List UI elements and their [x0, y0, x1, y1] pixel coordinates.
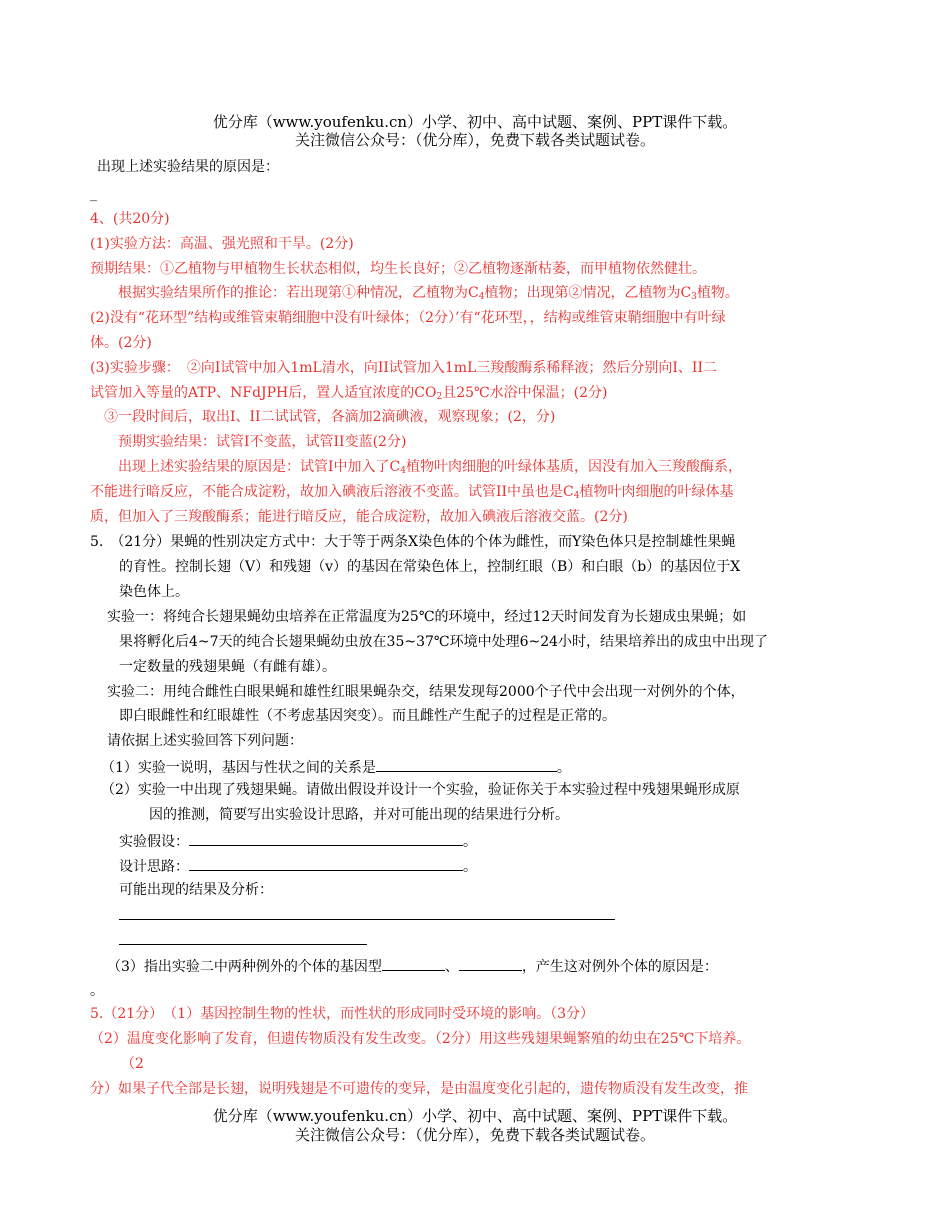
q5-exp1-line3: 一定数量的残翅果蝇（有雌有雄）。 — [119, 659, 336, 675]
q5-results-label: 可能出现的结果及分析： — [119, 882, 273, 898]
q5-q2-line2: 因的推测，简要写出实验设计思路，并对可能出现的结果进行分析。 — [149, 807, 569, 823]
q4-p3-reason-1 — [118, 458, 742, 476]
reason-prompt: 出现上述实验结果的原因是： — [97, 159, 279, 175]
q4-p3-line1: (3)实验步骤： ②向Ⅰ试管中加入1mL清水，向II试管加入1mL三羧酸酶系稀释液；然后分别向Ⅰ、II二 — [90, 360, 717, 376]
q4-p3-line2-a: 试管加入等量的ATP、NFdJPH后，置人适宜浓度的CO — [90, 385, 437, 401]
answer5-line1: 5.（21分） （1）基因控制生物的性状，而性状的形成同时受环境的影响。（3分） — [90, 1006, 594, 1022]
q4-p3-line2-b: 且25℃水浴中保温；(2分) — [442, 385, 608, 401]
q4-p3-reason-1a: 出现上述实验结果的原因是：试管Ⅰ中加入了C — [118, 459, 401, 475]
q5-exp2-line2: 即白眼雌性和红眼雄性（不考虑基因突变）。而且雌性产生配子的过程是正常的。 — [119, 708, 616, 724]
q4-p1-infer-sub2: 3 — [691, 292, 697, 302]
q4-p1-infer — [118, 284, 739, 302]
q5-exp1-line2: 果将孵化后4~7天的纯合长翅果蝇幼虫放在35~37℃环境中处理6~24小时，结果培养出的成虫中出现了 — [119, 634, 769, 650]
q5-intro-1: 5. （21分）果蝇的性别决定方式中：大于等于两条X染色体的个体为雌性，而Y染色体只是控制雄性果蝇 — [90, 534, 736, 550]
q4-p3-expect: 预期实验结果：试管Ⅰ不变蓝，试管II变蓝(2分) — [118, 434, 407, 450]
q5-hypothesis-blank[interactable] — [189, 831, 463, 846]
header-line-1: 优分库（www.youfenku.cn）小学、初中、高中试题、案例、PPT课件下载。 — [212, 113, 738, 131]
q5-results-line-1[interactable] — [119, 919, 615, 920]
q4-p2-line2: 体。(2分) — [90, 335, 152, 351]
q5-q2-line1: （2）实验一中出现了残翅果蝇。请做出假设并设计一个实验，验证你关于本实验过程中残翅果蝇形成原 — [101, 782, 740, 798]
q4-p3-line2 — [90, 384, 608, 402]
q4-p3-reason-2-sub: 4 — [573, 491, 580, 501]
answer5-line4: 分）如果子代全部是长翅，说明残翅是不可遗传的变异，是由温度变化引起的，遗传物质没有发生改变，推 — [90, 1081, 748, 1097]
q5-q1-blank[interactable] — [376, 757, 557, 772]
q4-p3-line3: ③一段时间后，取出Ⅰ、II二试试管，各滴加2滴碘液，观察现象；(2，分) — [104, 409, 556, 425]
q5-q3-text: （3）指出实验二中两种例外的个体的基因型 — [107, 959, 382, 975]
q5-design — [119, 856, 477, 876]
q5-design-label: 设计思路： — [119, 859, 189, 875]
q4-p3-reason-1b: 植物叶肉细胞的叶绿体基质，因没有加入三羧酸酶系， — [405, 459, 742, 475]
q4-p1-infer-sub1: 4 — [478, 292, 485, 302]
answer5-line2: （2）温度变化影响了发育，但遗传物质没有发生改变。（2分）用这些残翅果蝇繁殖的幼虫在25℃下培养。 — [90, 1031, 751, 1047]
q4-p3-reason-2b: 植物叶肉细胞的叶绿体基 — [579, 484, 734, 500]
q5-exp2-line1: 实验二：用纯合雌性白眼果蝇和雄性红眼果蝇杂交，结果发现每2000个子代中会出现一对例外的个体， — [107, 684, 745, 700]
q5-q1 — [101, 757, 571, 777]
q4-p3-reason-1-sub: 4 — [400, 466, 406, 476]
q5-exp1-line1: 实验一：将纯合长翅果蝇幼虫培养在正常温度为25℃的环境中，经过12天时间发育为长翅成虫果蝇；如 — [107, 609, 747, 625]
q4-p3-reason-2a: 不能进行暗反应，不能合成淀粉，故加入碘液后溶液不变蓝。试管II中虽也是C — [90, 484, 574, 500]
q5-q3-end: 。 — [90, 983, 104, 999]
footer-line-2: 关注微信公众号：（优分库），免费下载各类试题试卷。 — [294, 1126, 655, 1144]
q4-p2-line1: (2)没有“花环型”结构或维管束鞘细胞中没有叶绿体；（2分）’有“花环型，，结构或维管束鞘细胞中有叶绿 — [90, 310, 726, 326]
q5-hypothesis-end: 。 — [463, 834, 477, 850]
q4-title: 4、(共20分) — [90, 211, 170, 227]
dash-mark: _ — [90, 186, 97, 202]
header-line-2: 关注微信公众号：（优分库），免费下载各类试题试卷。 — [294, 131, 655, 149]
q5-intro-3: 染色体上。 — [119, 584, 189, 600]
q4-p1-infer-a: 根据实验结果所作的推论：若出现第①种情况，乙植物为C — [118, 285, 479, 301]
q5-q1-end: 。 — [556, 760, 571, 776]
q5-hypothesis-label: 实验假设： — [119, 834, 189, 850]
q4-p1-infer-b: 植物；出现第②情况，乙植物为C — [484, 285, 692, 301]
answer5-line3: （2 — [121, 1056, 144, 1072]
q5-intro-2: 的育性。控制长翅（V）和残翅（v）的基因在常染色体上，控制红眼（B）和白眼（b）的基因位于X — [119, 559, 741, 575]
q5-design-end: 。 — [463, 859, 477, 875]
q4-p1-method: (1)实验方法：高温、强光照和干旱。(2分) — [90, 236, 354, 252]
q5-ask: 请依据上述实验回答下列问题： — [107, 733, 303, 749]
q5-q3-text-b: ，产生这对例外个体的原因是： — [521, 959, 718, 975]
q5-q3 — [107, 956, 718, 976]
q5-q3-blank-1[interactable] — [382, 956, 445, 971]
q5-q3-sep: 、 — [444, 959, 459, 975]
q5-q3-blank-2[interactable] — [459, 956, 522, 971]
q4-p1-expect: 预期结果：①乙植物与甲植物生长状态相似，均生长良好；②乙植物逐渐枯萎，而甲植物依然健壮。 — [90, 261, 706, 277]
q5-q1-text: （1）实验一说明，基因与性状之间的关系是 — [101, 760, 376, 776]
q4-p3-reason-2 — [90, 483, 734, 501]
q5-hypothesis — [119, 831, 477, 851]
q5-results-line-2[interactable] — [119, 944, 367, 945]
q4-p3-reason-3: 质，但加入了三羧酸酶系；能进行暗反应，能合成淀粉，故加入碘液后溶液交蓝。(2分) — [90, 509, 628, 525]
footer-line-1: 优分库（www.youfenku.cn）小学、初中、高中试题、案例、PPT课件下载。 — [212, 1107, 738, 1125]
q5-design-blank[interactable] — [189, 856, 463, 871]
q4-p3-line2-sub: 2 — [436, 392, 443, 402]
q4-p1-infer-c: 植物。 — [696, 285, 739, 301]
